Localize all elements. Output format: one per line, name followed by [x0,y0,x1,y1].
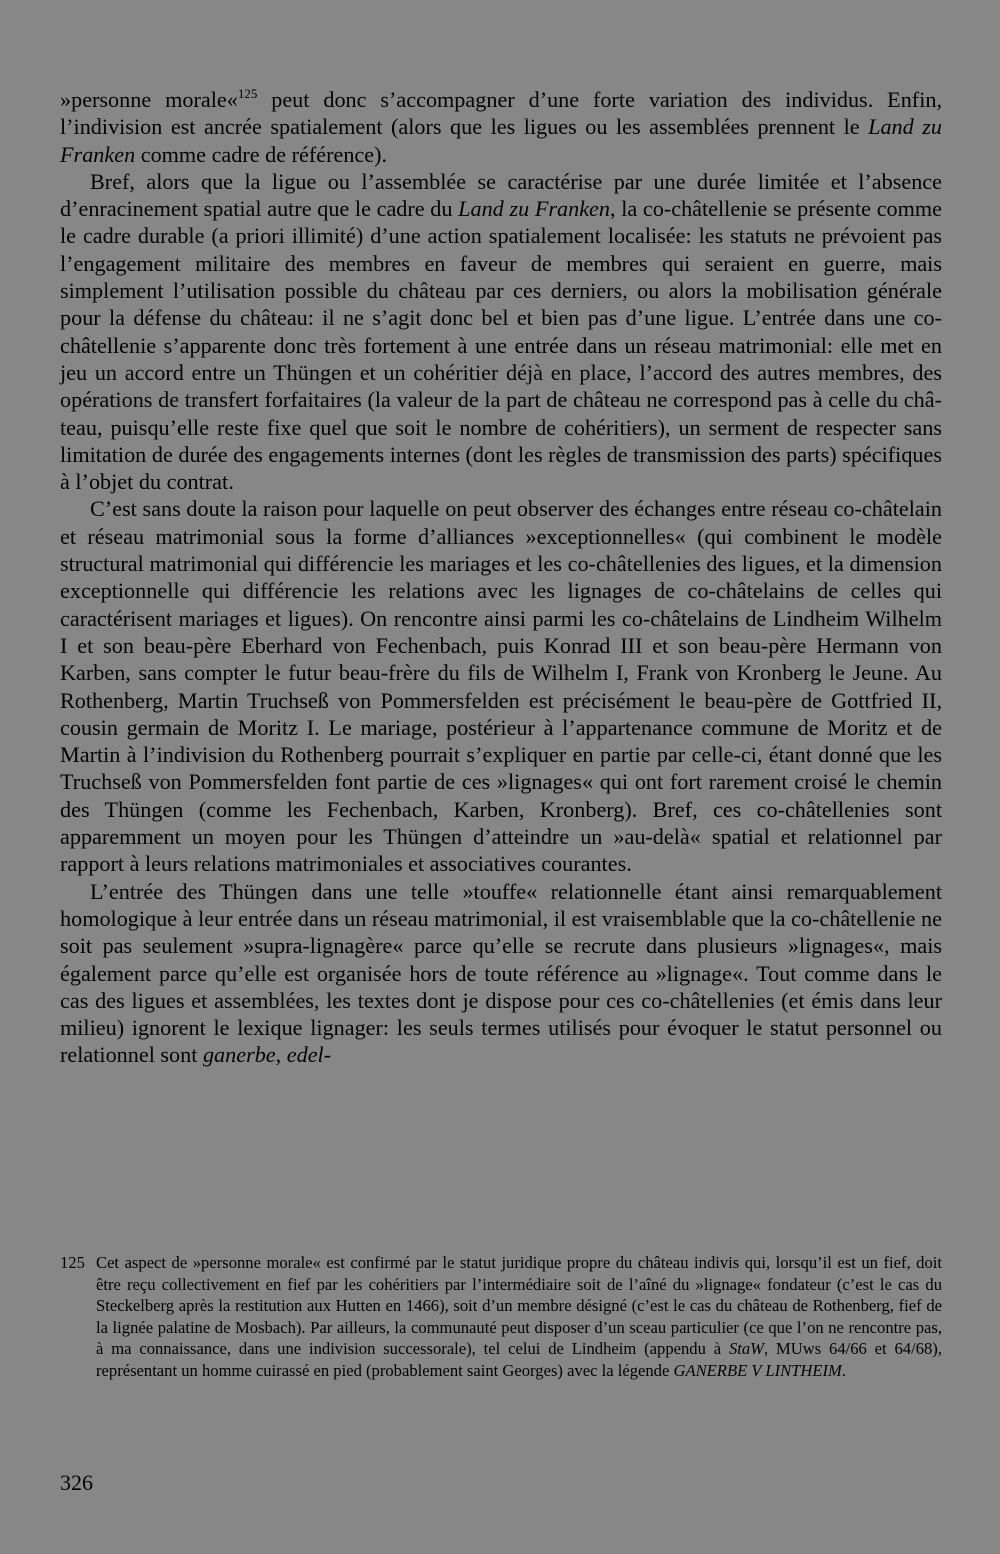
text-run: Cet aspect de »personne morale« est confirmé par le statut juridique propre du château indivis qui, lorsqu’il est un fief, doit être reçu collectivement en fief par les cohéritiers par l’intermédiaire soit de l’aîné du »lignage« fondateur (c’est le cas du Steckelberg après la restitution aux Hutten en 1466), soit d’un membre désigné (c’est le cas du château de Rothenberg, fief de la lignée palatine de Mosbach). Par ailleurs, la communauté peut disposer d’un sceau particulier (ce que l’on ne rencontre pas, à ma connaissance, dans une indivision successorale), tel celui de Lindheim (appendu à [96,1253,942,1358]
text-run: »personne morale« [60,87,238,112]
footnote-125 [60,1252,942,1381]
text-run: peut donc s’accompagner d’une forte variation des individus. Enfin, l’indivision est ancrée spatialement (alors que les ligues ou les assemblées prennent le [60,87,942,140]
page-number: 326 [60,1470,93,1495]
text-run: , MUws 64/66 et 64/68), représentant un homme cuirassé en pied (probablement saint Georges) avec la légende [96,1339,942,1380]
text-run: L’entrée des Thüngen dans une telle »touffe« relationnelle étant ainsi remarquablement homologique à leur entrée dans un réseau matrimonial, il est vraisemblable que la co-châtellenie ne soit pas seulement »supra-lignagère« parce qu’elle se recrute dans plusieurs »lignages«, mais également parce qu’elle est organisée hors de toute référence au »lignage«. Tout comme dans le cas des ligues et assemblées, les textes dont je dispose pour ces co-châtellenies (et émis dans leur milieu) ignorent le lexique lignager: les seuls termes utilisés pour évoquer le statut personnel ou relationnel sont [60,878,942,1068]
text-run: . [841,1360,847,1380]
footnote-text [96,1252,942,1381]
footnotes [60,1252,942,1381]
main-text [60,86,942,1069]
paragraph [60,495,942,877]
italic-text: Land zu Franken [60,114,942,167]
text-run: C’est sans doute la raison pour laquelle on peut observer des échanges entre réseau co-châtelain et réseau matrimonial sous la forme d’alliances »exceptionnelles« (qui combinent le modèle structural matrimonial qui différencie les mariages et les co-châtellenies des ligues, et la dimension exceptionnelle qui différencie les relations avec les lignages de co-châtelains de celles qui caractérisent mariages et ligues). On rencontre ainsi parmi les co-châtelains de Lindheim Wilhelm I et son beau-père Eberhard von Fechenbach, puis Konrad III et son beau-père Hermann von Karben, sans compter le futur beau-frère du fils de Wilhelm I, Frank von Kronberg le Jeune. Au Rothenberg, Martin Truchseß von Pommersfelden est précisément le beau-père de Gottfried II, cousin germain de Moritz I. Le mariage, postérieur à l’appartenance commune de Moritz et de Martin à l’indivision du Rothenberg pourrait s’expliquer en partie par celle-ci, étant donné que les Truchseß von Pommersfelden font partie de ces »lignages« qui ont fort rarement croisé le chemin des Thüngen (comme les Fechenbach, Karben, Kronberg). Bref, ces co-châtellenies sont apparemment un moyen pour les Thüngen d’atteindre un »au-delà« spatial et relationnel par rapport à leurs relations matrimoniales et associatives courantes. [60,496,942,877]
italic-text: edel- [286,1042,332,1068]
text-run: , [275,1042,287,1068]
footnote-ref[interactable]: 125 [237,86,258,101]
paragraph [60,86,942,168]
paragraph [60,878,942,1069]
italic-text: ganerbe [202,1042,276,1068]
text-run: , la co-châtellenie se présente comme le cadre durable (a priori illimité) d’une action spatialement localisée: les statuts ne prévoient pas l’engagement militaire des membres en faveur de membres qui seraient en guerre, mais simplement l’utilisation possible du château par ces derniers, ou alors la mobilisation générale pour la défense du château: il ne s’agit donc bel et bien pas d’une ligue. L’entrée dans une co-châtellenie s’apparente donc très fortement à une entrée dans un réseau matrimonial: elle met en jeu un accord entre un Thüngen et un cohéritier déjà en place, l’accord des autres membres, des opérations de transfert forfaitaires (la valeur de la part de château ne correspond pas à celle du château, puisqu’elle reste fixe quel que soit le nombre de cohéritiers), un serment de respecter sans limitation de durée des engagements internes (dont les règles de transmission des parts) spécifiques à l’objet du contrat. [60,196,943,495]
footnote-number: 125 [60,1253,85,1272]
paragraph [60,168,942,496]
italic-text: StaW [728,1339,764,1358]
italic-text: Land zu Franken [458,196,610,222]
text-run: Bref, alors que la ligue ou l’assemblée se caractérise par une durée limitée et l’absence d’enracinement spatial autre que le cadre du [60,168,942,222]
text-run: comme cadre de référence). [135,141,388,167]
italic-text: GANERBE V LINTHEIM [673,1360,842,1380]
